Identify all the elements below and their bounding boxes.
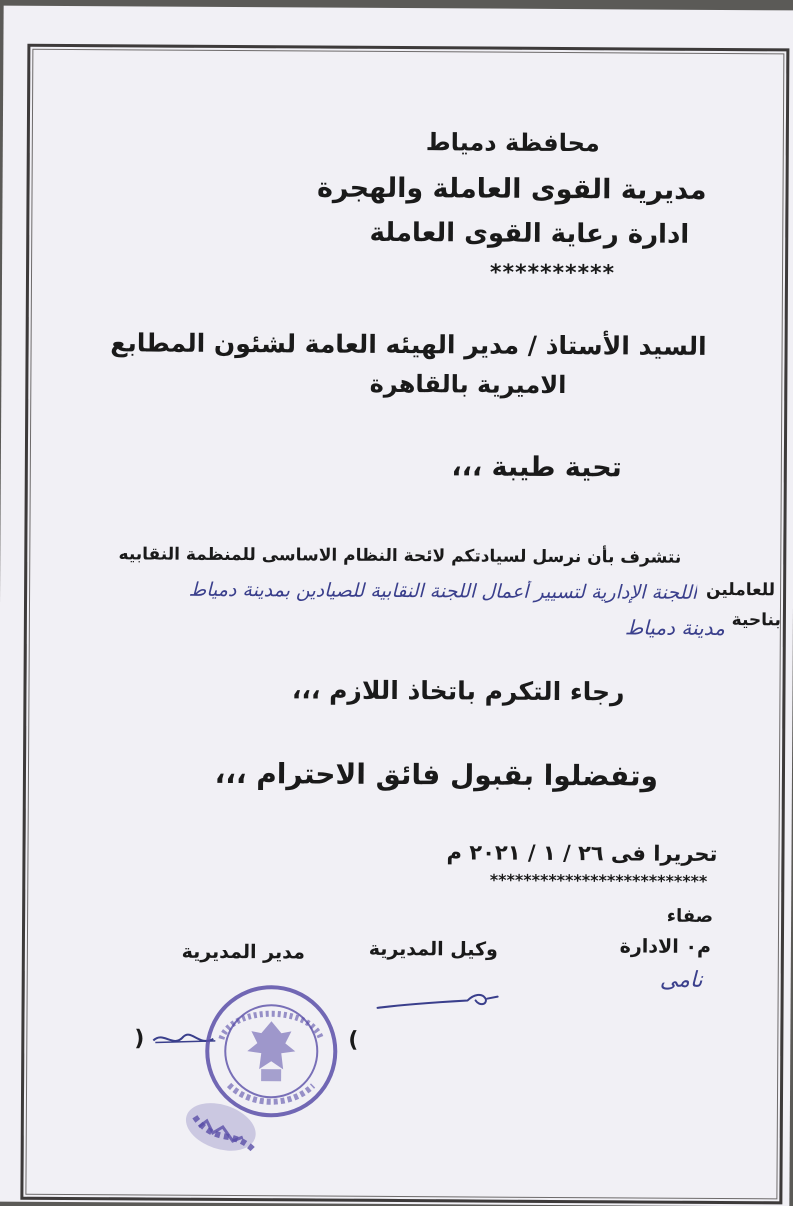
request-line: رجاء التكرم باتخاذ اللازم ،،، xyxy=(291,675,625,707)
body-line-3-prefix: بناحية xyxy=(731,610,781,631)
deputy-signature-scribble xyxy=(375,986,499,1017)
closing-line: وتفضلوا بقبول فائق الاحترام ،،، xyxy=(214,756,659,793)
body-line-2-prefix: للعاملين xyxy=(706,579,776,601)
header-department: ادارة رعاية القوى العاملة xyxy=(369,217,690,250)
body-line-3-handwriting: مدينة دمياط xyxy=(624,615,725,641)
header-stars: ********** xyxy=(489,260,616,287)
director-paren-close: ) xyxy=(134,1026,145,1052)
signature-director-title: مدير المديرية xyxy=(181,940,305,964)
date-stars: ************************** xyxy=(489,870,708,891)
addressee-line-2: الاميرية بالقاهرة xyxy=(369,369,567,400)
document-page xyxy=(0,6,793,1206)
header-directorate: مديرية القوى العاملة والهجرة xyxy=(316,172,707,206)
director-paren-open: ( xyxy=(348,1027,359,1053)
body-line-1: نتشرف بأن نرسل لسيادتكم لائحة النظام الاساسى للمنظمة النقابيه xyxy=(118,544,682,568)
signature-admin-title: م٠ الادارة xyxy=(619,935,711,958)
body-line-2-handwriting: اللجنة الإدارية لتسيير أعمال اللجنة النقابية للصيادين بمدينة دمياط xyxy=(188,578,698,604)
date-line: تحريرا فى ٢٦ / ١ / ٢٠٢١ م xyxy=(446,840,718,866)
numbered-stamp-icon xyxy=(183,1099,261,1157)
signature-safaa: صفاء xyxy=(666,905,714,927)
signature-admin-name: نامى xyxy=(659,967,703,993)
addressee-line-1: السيد الأستاذ / مدير الهيئه العامة لشئون المطابع xyxy=(110,328,707,361)
signature-deputy-title: وكيل المديرية xyxy=(368,937,498,961)
greeting: تحية طيبة ،،، xyxy=(451,451,622,484)
header-governorate: محافظة دمياط xyxy=(425,128,600,158)
